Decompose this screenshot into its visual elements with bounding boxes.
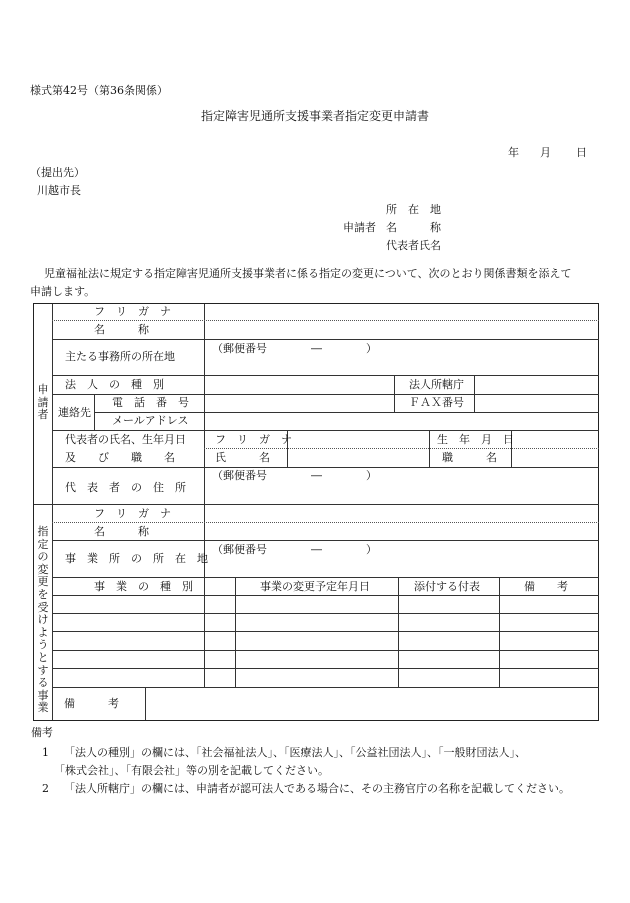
date-day-label: 日 <box>576 146 587 159</box>
rep-address-postal[interactable]: （郵便番号 ― ） <box>212 469 377 482</box>
fax-label: ＦＡＸ番号 <box>409 396 464 409</box>
rep-name-field[interactable] <box>294 452 424 464</box>
rep-info-label-2: 及 び 職 名 <box>65 451 175 464</box>
rep-name-label: 氏 名 <box>215 451 270 464</box>
rep-furigana-label: フ リ ガ ナ <box>215 433 292 446</box>
col-change-date: 事業の変更予定年月日 <box>260 580 370 593</box>
business-name-field[interactable] <box>215 526 595 538</box>
addressee-label: （提出先） <box>30 166 85 179</box>
phone-field[interactable] <box>215 397 390 409</box>
note-1-line1: 「法人の種別」の欄には、「社会福祉法人」、「医療法人」、「公益社団法人」、「一般財団法人」、 <box>64 746 526 759</box>
rep-address-label: 代 表 者 の 住 所 <box>65 481 186 494</box>
date-year-label: 年 <box>508 146 519 159</box>
intro-text-line1: 児童福祉法に規定する指定障害児通所支援事業者に係る指定の変更について、次のとおり関係書類を添えて <box>44 267 572 280</box>
note-2-text: 「法人所轄庁」の欄には、申請者が認可法人である場合に、その主務官庁の名称を記載してください。 <box>64 782 570 795</box>
fax-field[interactable] <box>479 397 594 409</box>
applicant-address-label: 所 在 地 <box>386 203 441 216</box>
notes-heading: 備考 <box>31 726 53 739</box>
note-2-number: 2 <box>42 782 49 795</box>
applicant-section-header: 申請者 <box>37 383 49 422</box>
birthdate-field[interactable] <box>516 434 596 446</box>
rep-furigana-field[interactable] <box>294 434 424 446</box>
rep-info-label-1: 代表者の氏名、生年月日 <box>65 433 186 446</box>
col-attachment: 添付する付表 <box>414 580 480 593</box>
name-field[interactable] <box>215 324 595 336</box>
remarks-label: 備 考 <box>64 697 119 710</box>
office-address-postal[interactable]: （郵便番号 ― ） <box>212 543 377 556</box>
furigana-label: フ リ ガ ナ <box>94 305 171 318</box>
addressee-name: 川越市長 <box>37 184 81 197</box>
jurisdiction-label: 法人所轄庁 <box>409 378 464 391</box>
col-remarks: 備 考 <box>524 580 568 593</box>
furigana-field[interactable] <box>215 307 595 319</box>
business-furigana-field[interactable] <box>215 508 595 520</box>
position-label: 職 名 <box>442 451 497 464</box>
applicant-rep-label: 代表者氏名 <box>386 239 441 252</box>
jurisdiction-field[interactable] <box>479 379 594 391</box>
email-field[interactable] <box>215 415 595 427</box>
contact-label: 連絡先 <box>58 406 91 419</box>
form-id: 様式第42号（第36条関係） <box>30 84 168 97</box>
applicant-name-label: 名 称 <box>386 221 441 234</box>
corp-type-field[interactable] <box>215 379 390 391</box>
col-business-type: 事 業 の 種 別 <box>94 580 193 593</box>
email-label: メールアドレス <box>112 414 189 427</box>
corp-type-label: 法 人 の 種 別 <box>65 378 164 391</box>
business-section-header: 指定の変更を受けようとする事業 <box>37 525 49 715</box>
business-furigana-label: フ リ ガ ナ <box>94 507 171 520</box>
date-month-label: 月 <box>540 146 551 159</box>
note-1-line2: 「株式会社」、「有限会社」等の別を記載してください。 <box>54 764 329 777</box>
position-field[interactable] <box>516 452 596 464</box>
main-office-label: 主たる事務所の所在地 <box>65 350 175 363</box>
name-label: 名 称 <box>94 323 149 336</box>
remarks-field[interactable] <box>152 694 592 714</box>
office-address-label: 事 業 所 の 所 在 地 <box>65 552 208 565</box>
phone-label: 電 話 番 号 <box>112 396 189 409</box>
intro-text-line2: 申請します。 <box>30 285 96 298</box>
birthdate-label: 生 年 月 日 <box>437 433 514 446</box>
main-office-postal[interactable]: （郵便番号 ― ） <box>212 342 377 355</box>
business-name-label: 名 称 <box>94 525 149 538</box>
applicant-role-label: 申請者 <box>343 221 376 234</box>
note-1-number: 1 <box>42 746 49 759</box>
application-form-table <box>33 303 599 721</box>
page-title: 指定障害児通所支援事業者指定変更申請書 <box>200 109 429 123</box>
